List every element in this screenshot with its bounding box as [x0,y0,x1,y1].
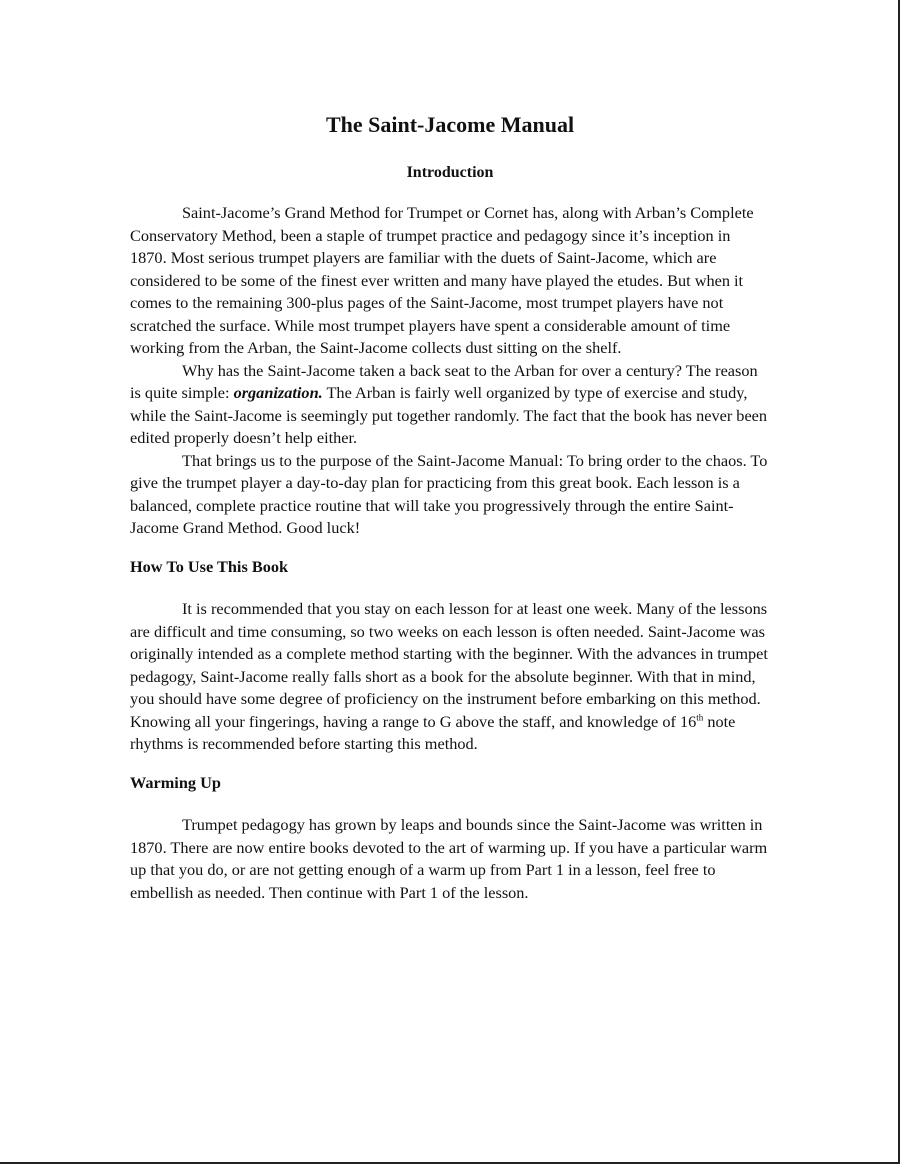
how-to-text-b: note rhythms is recommended before starting this method. [130,711,736,753]
intro-paragraph-3: That brings us to the purpose of the Saint-Jacome Manual: To bring order to the chaos. To give the trumpet player a day-to-day plan for practicing from this great book. Each lesson is a balanced, complete practice routine that will take you progressively through the entire Saint-Jacome Grand Method. Good luck! [130,450,768,537]
intro-paragraph-1: Saint-Jacome’s Grand Method for Trumpet or Cornet has, along with Arban’s Complete Conservatory Method, been a staple of trumpet practice and pedagogy since it’s inception in 1870. Most serious trumpet players are familiar with the duets of Saint-Jacome, which are considered to be some of the finest ever written and many have played the etudes. But when it comes to the remaining 300-plus pages of the Saint-Jacome, most trumpet players have not scratched the surface. While most trumpet players have spent a considerable amount of time working from the Arban, the Saint-Jacome collects dust sitting on the shelf. [130,203,754,357]
how-to-paragraph-1 [130,598,770,756]
document-title: The Saint-Jacome Manual [325,112,575,137]
emphasis-organization: organization. [233,383,323,402]
section-title-introduction: Introduction [406,164,494,181]
how-to-text-a: It is recommended that you stay on each lesson for at least one week. Many of the lessons are difficult and time consuming, so two weeks on each lesson is often needed. Saint-Jacome was originally intended as a complete method starting with the beginner. With the advances in trumpet pedagogy, Saint-Jacome really falls short as a book for the absolute beginner. With that in mind, you should have some degree of proficiency on the instrument before embarking on this method. Knowing all your fingerings, having a range to G above the staff, and knowledge of 16 [130,599,768,731]
heading-warming-up: Warming Up [130,772,221,792]
document-body [130,110,770,904]
heading-how-to-use: How To Use This Book [130,556,289,576]
intro-paragraph-2-text-a: Why has the Saint-Jacome taken a back seat to the Arban for over a century? The reason is quite simple: [130,360,758,402]
intro-paragraph-2-text-b: The Arban is fairly well organized by type of exercise and study, while the Saint-Jacome is seemingly put together randomly. The fact that the book has never been edited properly doesn’t help either. [130,383,768,447]
ordinal-superscript: th [696,712,704,723]
warming-up-paragraph-1: Trumpet pedagogy has grown by leaps and bounds since the Saint-Jacome was written in 1870. There are now entire books devoted to the art of warming up. If you have a particular warm up that you do, or are not getting enough of a warm up from Part 1 in a lesson, feel free to embellish as needed. Then continue with Part 1 of the lesson. [130,815,768,902]
intro-paragraph-2 [130,360,770,450]
